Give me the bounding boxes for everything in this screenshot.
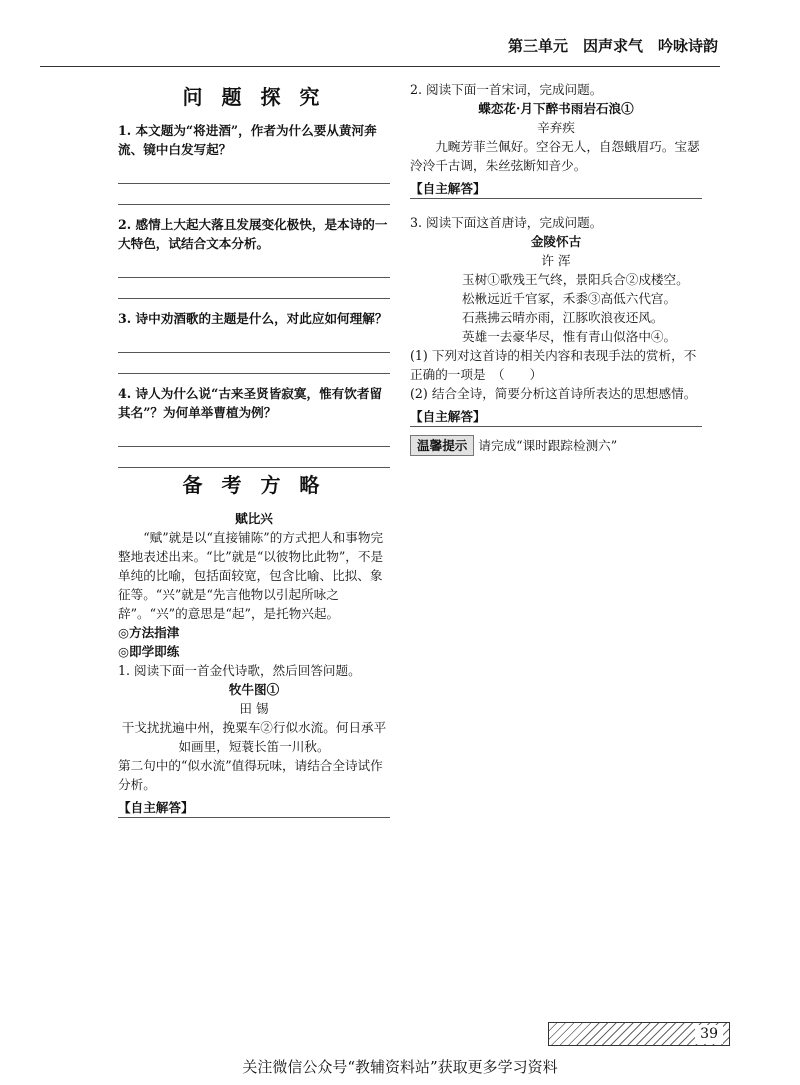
answer-line[interactable] [118, 184, 390, 205]
self-answer[interactable]: 【自主解答】 [410, 179, 702, 199]
answer-line[interactable] [118, 332, 390, 353]
poem-line: 英雄一去豪华尽，惟有青山似洛中④。 [462, 329, 677, 344]
header-rule [40, 66, 720, 67]
paragraph: “赋”就是以“直接铺陈”的方式把人和事物完整地表述出来。“比”就是“以彼物比此物”，不是单纯的比喻，包括面较宽，包含比喻、比拟、象征等。“兴”就是“先言他物以引起所咏之辞”。“兴”的意思是“起”，是托物兴起。 [118, 530, 384, 621]
page-number: 39 [695, 1025, 723, 1044]
answer-line[interactable] [118, 447, 390, 468]
left-column [118, 80, 390, 822]
answer-line[interactable] [118, 257, 390, 278]
question: 4. 诗人为什么说“古来圣贤皆寂寞，惟有饮者留其名”？为何单举曹植为例？ [118, 386, 383, 420]
question: (2) 结合全诗，简要分析这首诗所表达的思想感情。 [410, 386, 697, 401]
poem-title: 蝶恋花·月下醉书雨岩石浪① [478, 101, 634, 116]
question: (1) 下列对这首诗的相关内容和表现手法的赏析，不正确的一项是 （ ） [410, 348, 697, 382]
tip-label: 温馨提示 [410, 435, 474, 456]
poem-line: 石燕拂云晴亦雨，江豚吹浪夜还风。 [462, 310, 664, 325]
poem-title: 金陵怀古 [530, 234, 582, 249]
page-number-bar [548, 1022, 730, 1046]
poem-title: 牧牛图① [228, 682, 280, 697]
poem-body: 干戈扰扰遍中州，挽粟车②行似水流。何日承平如画里，短蓑长笛一川秋。 [121, 720, 387, 754]
poem-author: 许 浑 [541, 253, 571, 268]
question: 第二句中的“似水流”值得玩味，请结合全诗试作分析。 [118, 758, 383, 792]
question: 1. 本文题为“将进酒”，作者为什么要从黄河奔流、镜中白发写起？ [118, 123, 377, 157]
section-title: 问 题 探 究 [182, 85, 326, 109]
practice-heading: ◎即学即练 [118, 644, 180, 659]
method-heading: ◎方法指津 [118, 625, 180, 640]
practice-prompt: 3. 阅读下面这首唐诗，完成问题。 [410, 215, 603, 230]
poem-author: 田 锡 [239, 701, 269, 716]
self-answer[interactable]: 【自主解答】 [410, 407, 702, 427]
answer-line[interactable] [118, 353, 390, 374]
section-title: 备 考 方 略 [182, 473, 326, 497]
right-column [410, 80, 702, 456]
subheading: 赋比兴 [235, 511, 273, 526]
running-header: 第三单元 因声求气 吟咏诗韵 [507, 37, 718, 55]
poem-author: 辛弃疾 [537, 120, 575, 135]
tip-text: 请完成“课时跟踪检测六” [478, 438, 618, 453]
question: 3. 诗中劝酒歌的主题是什么，对此应如何理解？ [118, 311, 388, 326]
footer-note: 关注微信公众号“教辅资料站”获取更多学习资料 [242, 1058, 558, 1076]
question: 2. 感情上大起大落且发展变化极快，是本诗的一大特色，试结合文本分析。 [118, 217, 388, 251]
practice-prompt: 2. 阅读下面一首宋词，完成问题。 [410, 82, 603, 97]
poem-line: 玉树①歌残王气终，景阳兵合②戍楼空。 [462, 272, 689, 287]
answer-line[interactable] [118, 278, 390, 299]
poem-body: 九畹芳菲兰佩好。空谷无人，自怨蛾眉巧。宝瑟泠泠千古调，朱丝弦断知音少。 [410, 139, 700, 173]
self-answer[interactable]: 【自主解答】 [118, 798, 390, 818]
practice-prompt: 1. 阅读下面一首金代诗歌，然后回答问题。 [118, 663, 361, 678]
answer-line[interactable] [118, 163, 390, 184]
poem-line: 松楸远近千官冢，禾黍③高低六代宫。 [462, 291, 677, 306]
answer-line[interactable] [118, 426, 390, 447]
